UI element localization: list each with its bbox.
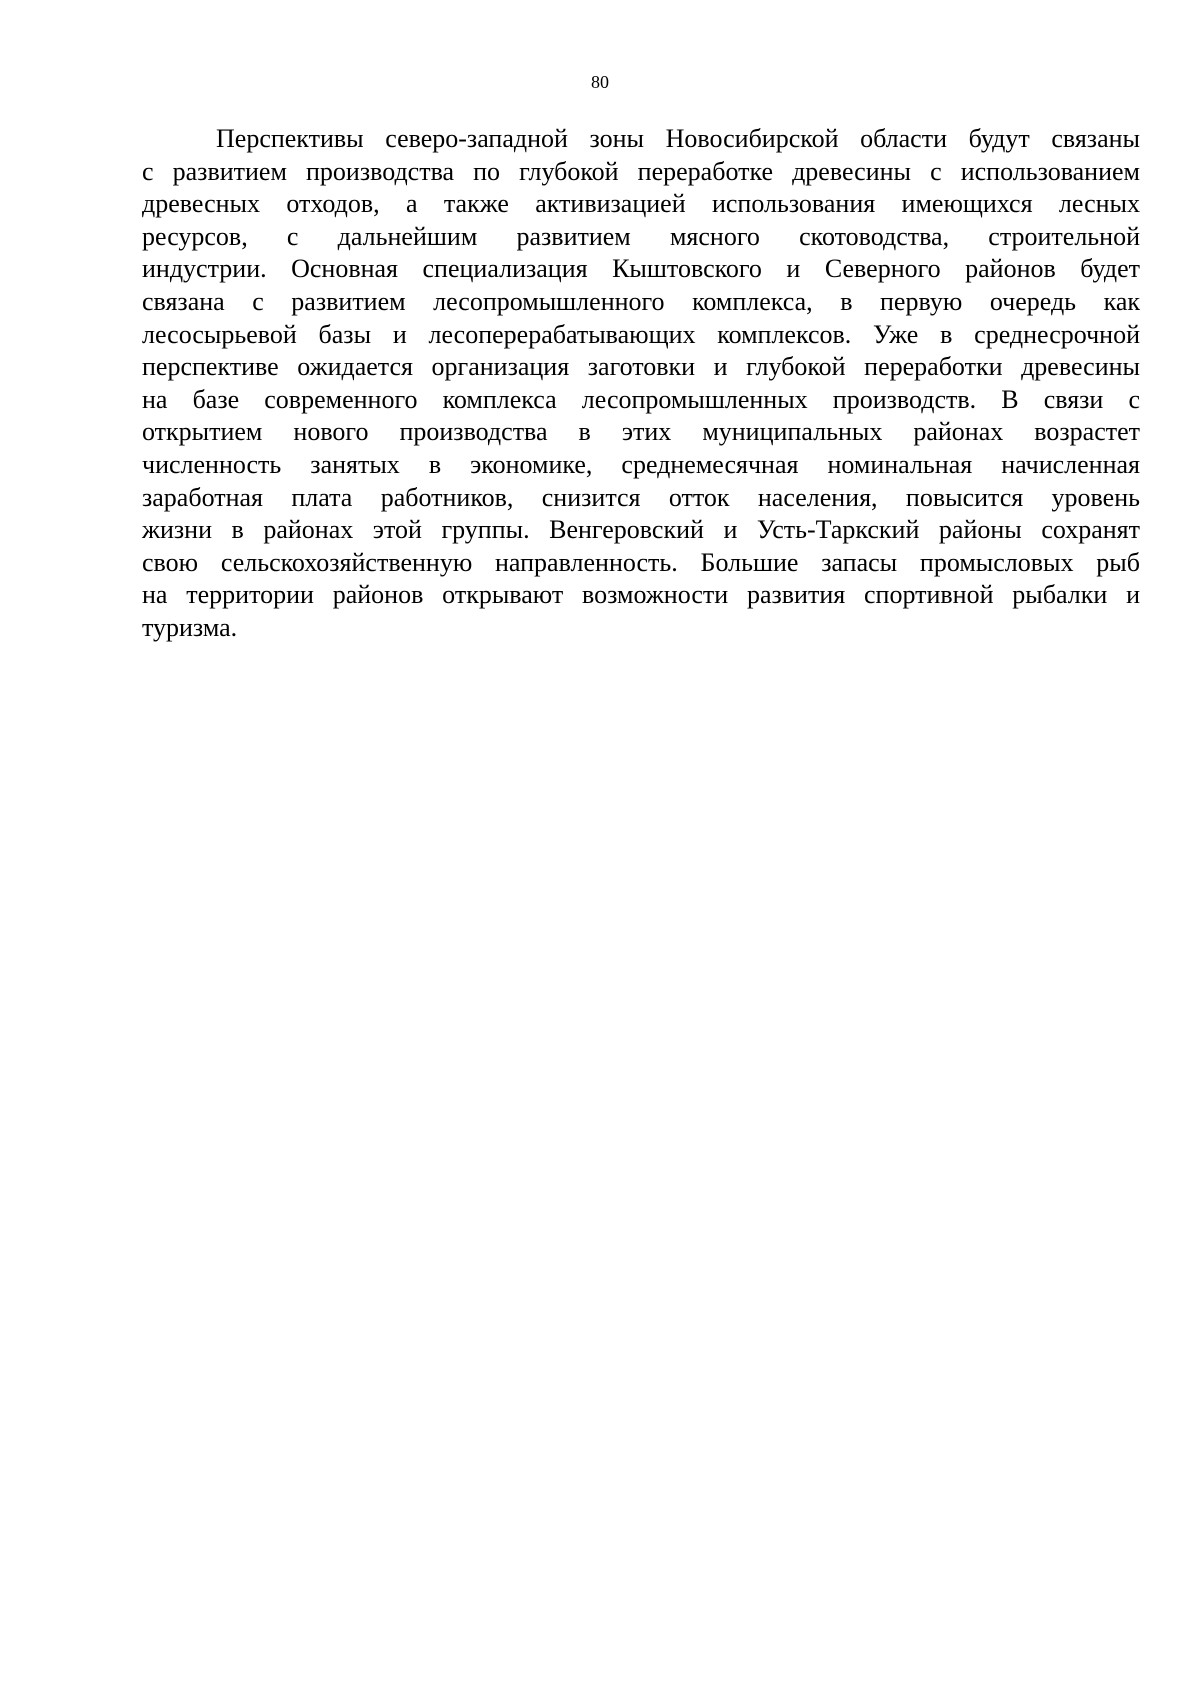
paragraph-line: перспективе ожидается организация заготовки и глубокой переработки древесины <box>142 352 1140 382</box>
paragraph-line: открытием нового производства в этих муниципальных районах возрастет <box>142 417 1140 447</box>
paragraph-line: на базе современного комплекса лесопромышленных производств. В связи с <box>142 384 1140 414</box>
paragraph-line: на территории районов открывают возможности развития спортивной рыбалки и <box>142 580 1140 610</box>
paragraph-line: ресурсов, с дальнейшим развитием мясного скотоводства, строительной <box>142 221 1140 251</box>
paragraph-line: индустрии. Основная специализация Кыштовского и Северного районов будет <box>142 254 1140 284</box>
body-paragraph <box>142 123 1140 645</box>
paragraph-line: с развитием производства по глубокой переработке древесины с использованием <box>142 156 1140 186</box>
paragraph-line: заработная плата работников, снизится отток населения, повысится уровень <box>142 482 1140 512</box>
paragraph-line: свою сельскохозяйственную направленность. Большие запасы промысловых рыб <box>142 547 1140 577</box>
page-number: 80 <box>591 72 609 92</box>
paragraph-line: Перспективы северо-западной зоны Новосибирской области будут связаны <box>216 124 1140 153</box>
paragraph-line: лесосырьевой базы и лесоперерабатывающих комплексов. Уже в среднесрочной <box>142 319 1140 349</box>
paragraph-line: связана с развитием лесопромышленного комплекса, в первую очередь как <box>142 286 1140 316</box>
paragraph-line: древесных отходов, а также активизацией использования имеющихся лесных <box>142 189 1140 219</box>
paragraph-line: жизни в районах этой группы. Венгеровский и Усть-Таркский районы сохранят <box>142 515 1140 545</box>
paragraph-line: численность занятых в экономике, среднемесячная номинальная начисленная <box>142 449 1140 479</box>
paragraph-line: туризма. <box>142 612 238 642</box>
